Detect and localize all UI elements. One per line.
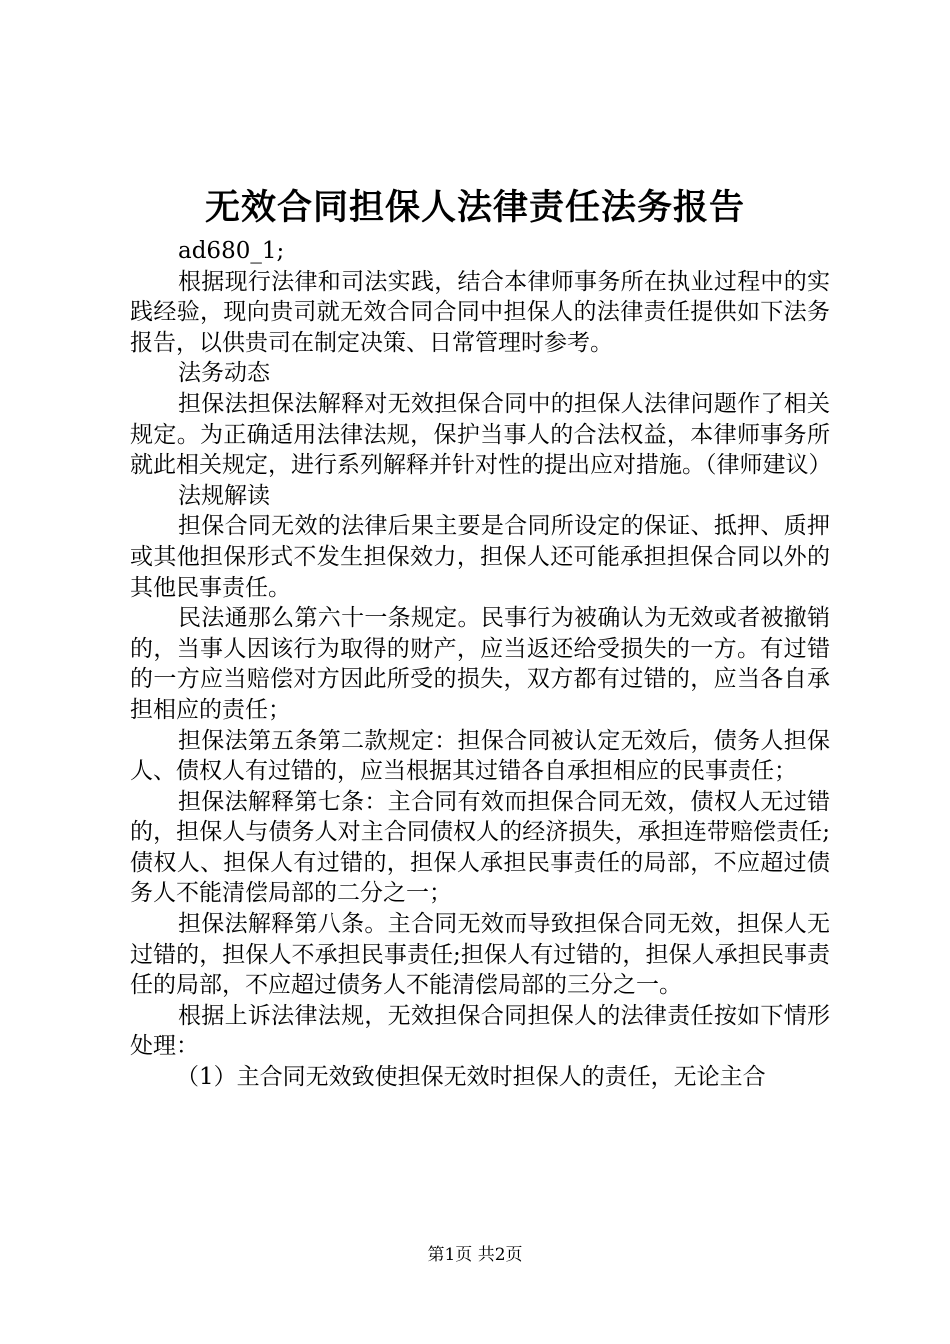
paragraph-consequences: 担保合同无效的法律后果主要是合同所设定的保证、抵押、质押或其他担保形式不发生担保效力，担保人还可能承担担保合同以外的其他民事责任。 — [130, 513, 830, 601]
paragraph-guarantee-law-5: 担保法第五条第二款规定：担保合同被认定无效后，债务人担保人、债权人有过错的，应当根据其过错各自承担相应的民事责任； — [130, 727, 830, 785]
page-title: 无效合同担保人法律责任法务报告 — [204, 187, 745, 228]
page-footer: 第1页 共2页 — [427, 1245, 523, 1265]
paragraph-item-1: （1）主合同无效致使担保无效时担保人的责任，无论主合 — [176, 1064, 766, 1091]
paragraph-interpretation-7: 担保法解释第七条：主合同有效而担保合同无效，债权人无过错的，担保人与债务人对主合同债权人的经济损失，承担连带赔偿责任;债权人、担保人有过错的，担保人承担民事责任的局部，不应超过债务人不能清偿局部的二分之一； — [130, 788, 830, 907]
doc-id-line: ad680_1; — [178, 238, 285, 264]
paragraph-legal-news: 担保法担保法解释对无效担保合同中的担保人法律问题作了相关规定。为正确适用法律法规，保护当事人的合法权益，本律师事务所就此相关规定，进行系列解释并针对性的提出应对措施。（律师建议） — [130, 390, 832, 479]
section-heading-regulation-reading: 法规解读 — [178, 482, 270, 509]
paragraph-intro: 根据现行法律和司法实践，结合本律师事务所在执业过程中的实践经验，现向贵司就无效合同合同中担保人的法律责任提供如下法务报告，以供贵司在制定决策、日常管理时参考。 — [130, 268, 830, 356]
paragraph-civil-law-61: 民法通那么第六十一条规定。民事行为被确认为无效或者被撤销的，当事人因该行为取得的财产，应当返还给受损失的一方。有过错的一方应当赔偿对方因此所受的损失，双方都有过错的，应当各自承担相应的责任； — [130, 605, 830, 723]
paragraph-interpretation-8: 担保法解释第八条。主合同无效而导致担保合同无效，担保人无过错的，担保人不承担民事责任;担保人有过错的，担保人承担民事责任的局部，不应超过债务人不能清偿局部的三分之一。 — [130, 911, 830, 999]
paragraph-handling-intro: 根据上诉法律法规，无效担保合同担保人的法律责任按如下情形处理： — [130, 1002, 830, 1060]
document-body — [130, 236, 830, 1093]
section-heading-legal-news: 法务动态 — [178, 360, 270, 387]
